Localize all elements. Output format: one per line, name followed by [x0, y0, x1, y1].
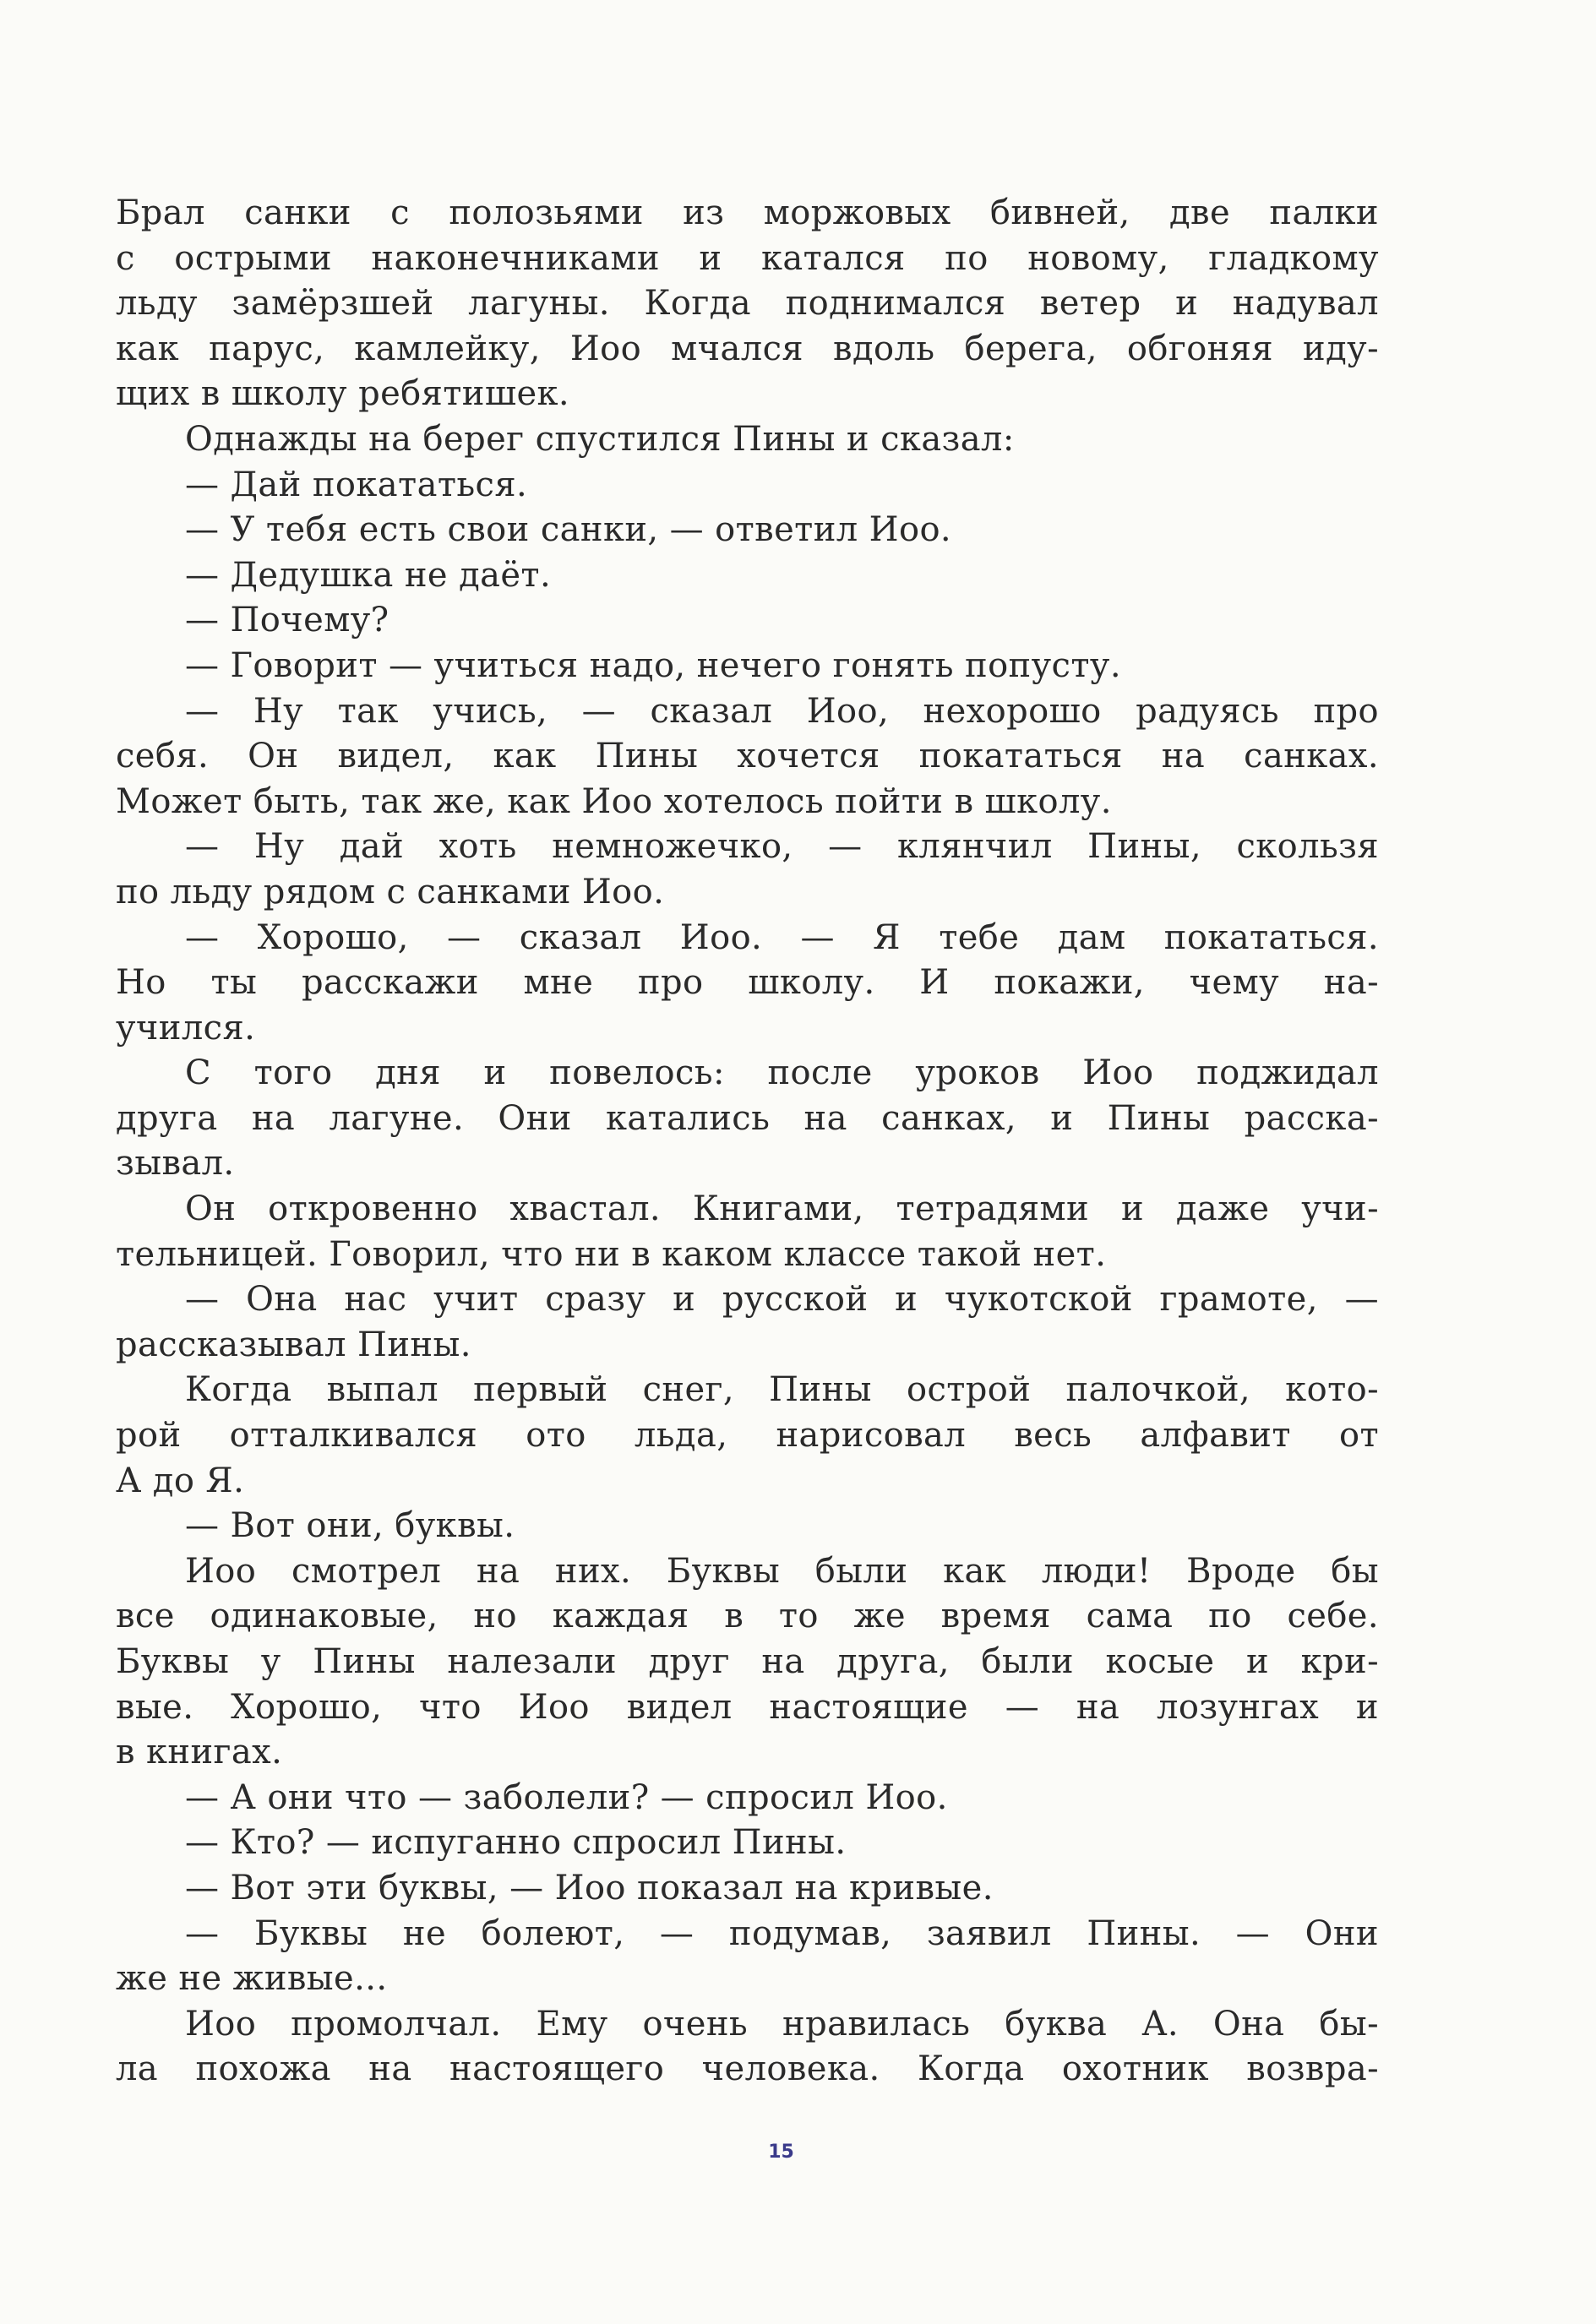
- text-line: вые. Хорошо, что Иоо видел настоящие — на лозунгах и: [116, 1687, 1379, 1727]
- text-line: себя. Он видел, как Пины хочется покататься на санках.: [116, 737, 1379, 776]
- text-line: — Кто? — испуганно спросил Пины.: [185, 1823, 847, 1863]
- text-line: друга на лагуне. Они катались на санках, и Пины расска-: [116, 1098, 1379, 1138]
- text-line: по льду рядом с санками Иоо.: [116, 872, 665, 912]
- text-line: Буквы у Пины налезали друг на друга, были косые и кри-: [116, 1642, 1379, 1681]
- text-line: рой отталкивался ото льда, нарисовал весь алфавит от: [116, 1416, 1379, 1456]
- page-number: [0, 2142, 1596, 2163]
- text-line: — Почему?: [185, 601, 389, 640]
- text-line: все одинаковые, но каждая в то же время сама по себе.: [116, 1597, 1379, 1636]
- text-line: Но ты расскажи мне про школу. И покажи, чему на-: [116, 963, 1379, 1003]
- text-line: — Вот эти буквы, — Иоо показал на кривые.: [185, 1868, 994, 1908]
- book-page-text: [116, 191, 1379, 2093]
- text-line: — Дедушка не даёт.: [185, 555, 552, 595]
- text-line: — Она нас учит сразу и русской и чукотской грамоте, —: [185, 1280, 1379, 1320]
- text-line: рассказывал Пины.: [116, 1325, 471, 1364]
- text-line: — Ну так учись, — сказал Иоо, нехорошо радуясь про: [185, 691, 1379, 731]
- text-line: с острыми наконечниками и катался по новому, гладкому: [116, 238, 1379, 278]
- text-line: — Дай покататься.: [185, 465, 528, 504]
- text-line: — А они что — заболели? — спросил Иоо.: [185, 1777, 948, 1817]
- text-line: в книгах.: [116, 1733, 283, 1772]
- text-line: Может быть, так же, как Иоо хотелось пойти в школу.: [116, 781, 1112, 821]
- text-line: — Говорит — учиться надо, нечего гонять попусту.: [185, 645, 1121, 685]
- text-line: льду замёрзшей лагуны. Когда поднимался ветер и надувал: [116, 284, 1379, 324]
- text-line: — Хорошо, — сказал Иоо. — Я тебе дам покататься.: [185, 917, 1379, 957]
- text-line: А до Я.: [116, 1461, 245, 1500]
- text-line: — Ну дай хоть немножечко, — клянчил Пины, скользя: [185, 827, 1379, 867]
- text-line: тельницей. Говорил, что ни в каком классе такой нет.: [116, 1234, 1107, 1274]
- text-line: же не живые...: [116, 1959, 388, 1999]
- text-line: — Вот они, буквы.: [185, 1506, 515, 1546]
- text-line: Он откровенно хвастал. Книгами, тетрадями и даже учи-: [185, 1189, 1379, 1229]
- text-line: С того дня и повелось: после уроков Иоо поджидал: [185, 1053, 1379, 1093]
- text-line: зывал.: [116, 1144, 235, 1184]
- text-line: Иоо смотрел на них. Буквы были как люди! Вроде бы: [185, 1551, 1379, 1591]
- text-line: учился.: [116, 1008, 256, 1048]
- text-line: Брал санки с полозьями из моржовых бивней, две палки: [116, 193, 1379, 232]
- text-line: Иоо промолчал. Ему очень нравилась буква А. Она бы-: [185, 2004, 1379, 2044]
- text-line: щих в школу ребятишек.: [116, 374, 570, 414]
- text-line: ла похожа на настоящего человека. Когда охотник возвра-: [116, 2049, 1379, 2089]
- page-number-label: 15: [768, 2142, 794, 2163]
- text-line: как парус, камлейку, Иоо мчался вдоль берега, обгоняя иду-: [116, 329, 1379, 368]
- text-line: — У тебя есть свои санки, — ответил Иоо.: [185, 510, 952, 550]
- text-line: Когда выпал первый снег, Пины острой палочкой, кото-: [185, 1370, 1379, 1410]
- text-line: Однажды на берег спустился Пины и сказал:: [185, 419, 1015, 459]
- text-line: — Буквы не болеют, — подумав, заявил Пины. — Они: [185, 1913, 1379, 1953]
